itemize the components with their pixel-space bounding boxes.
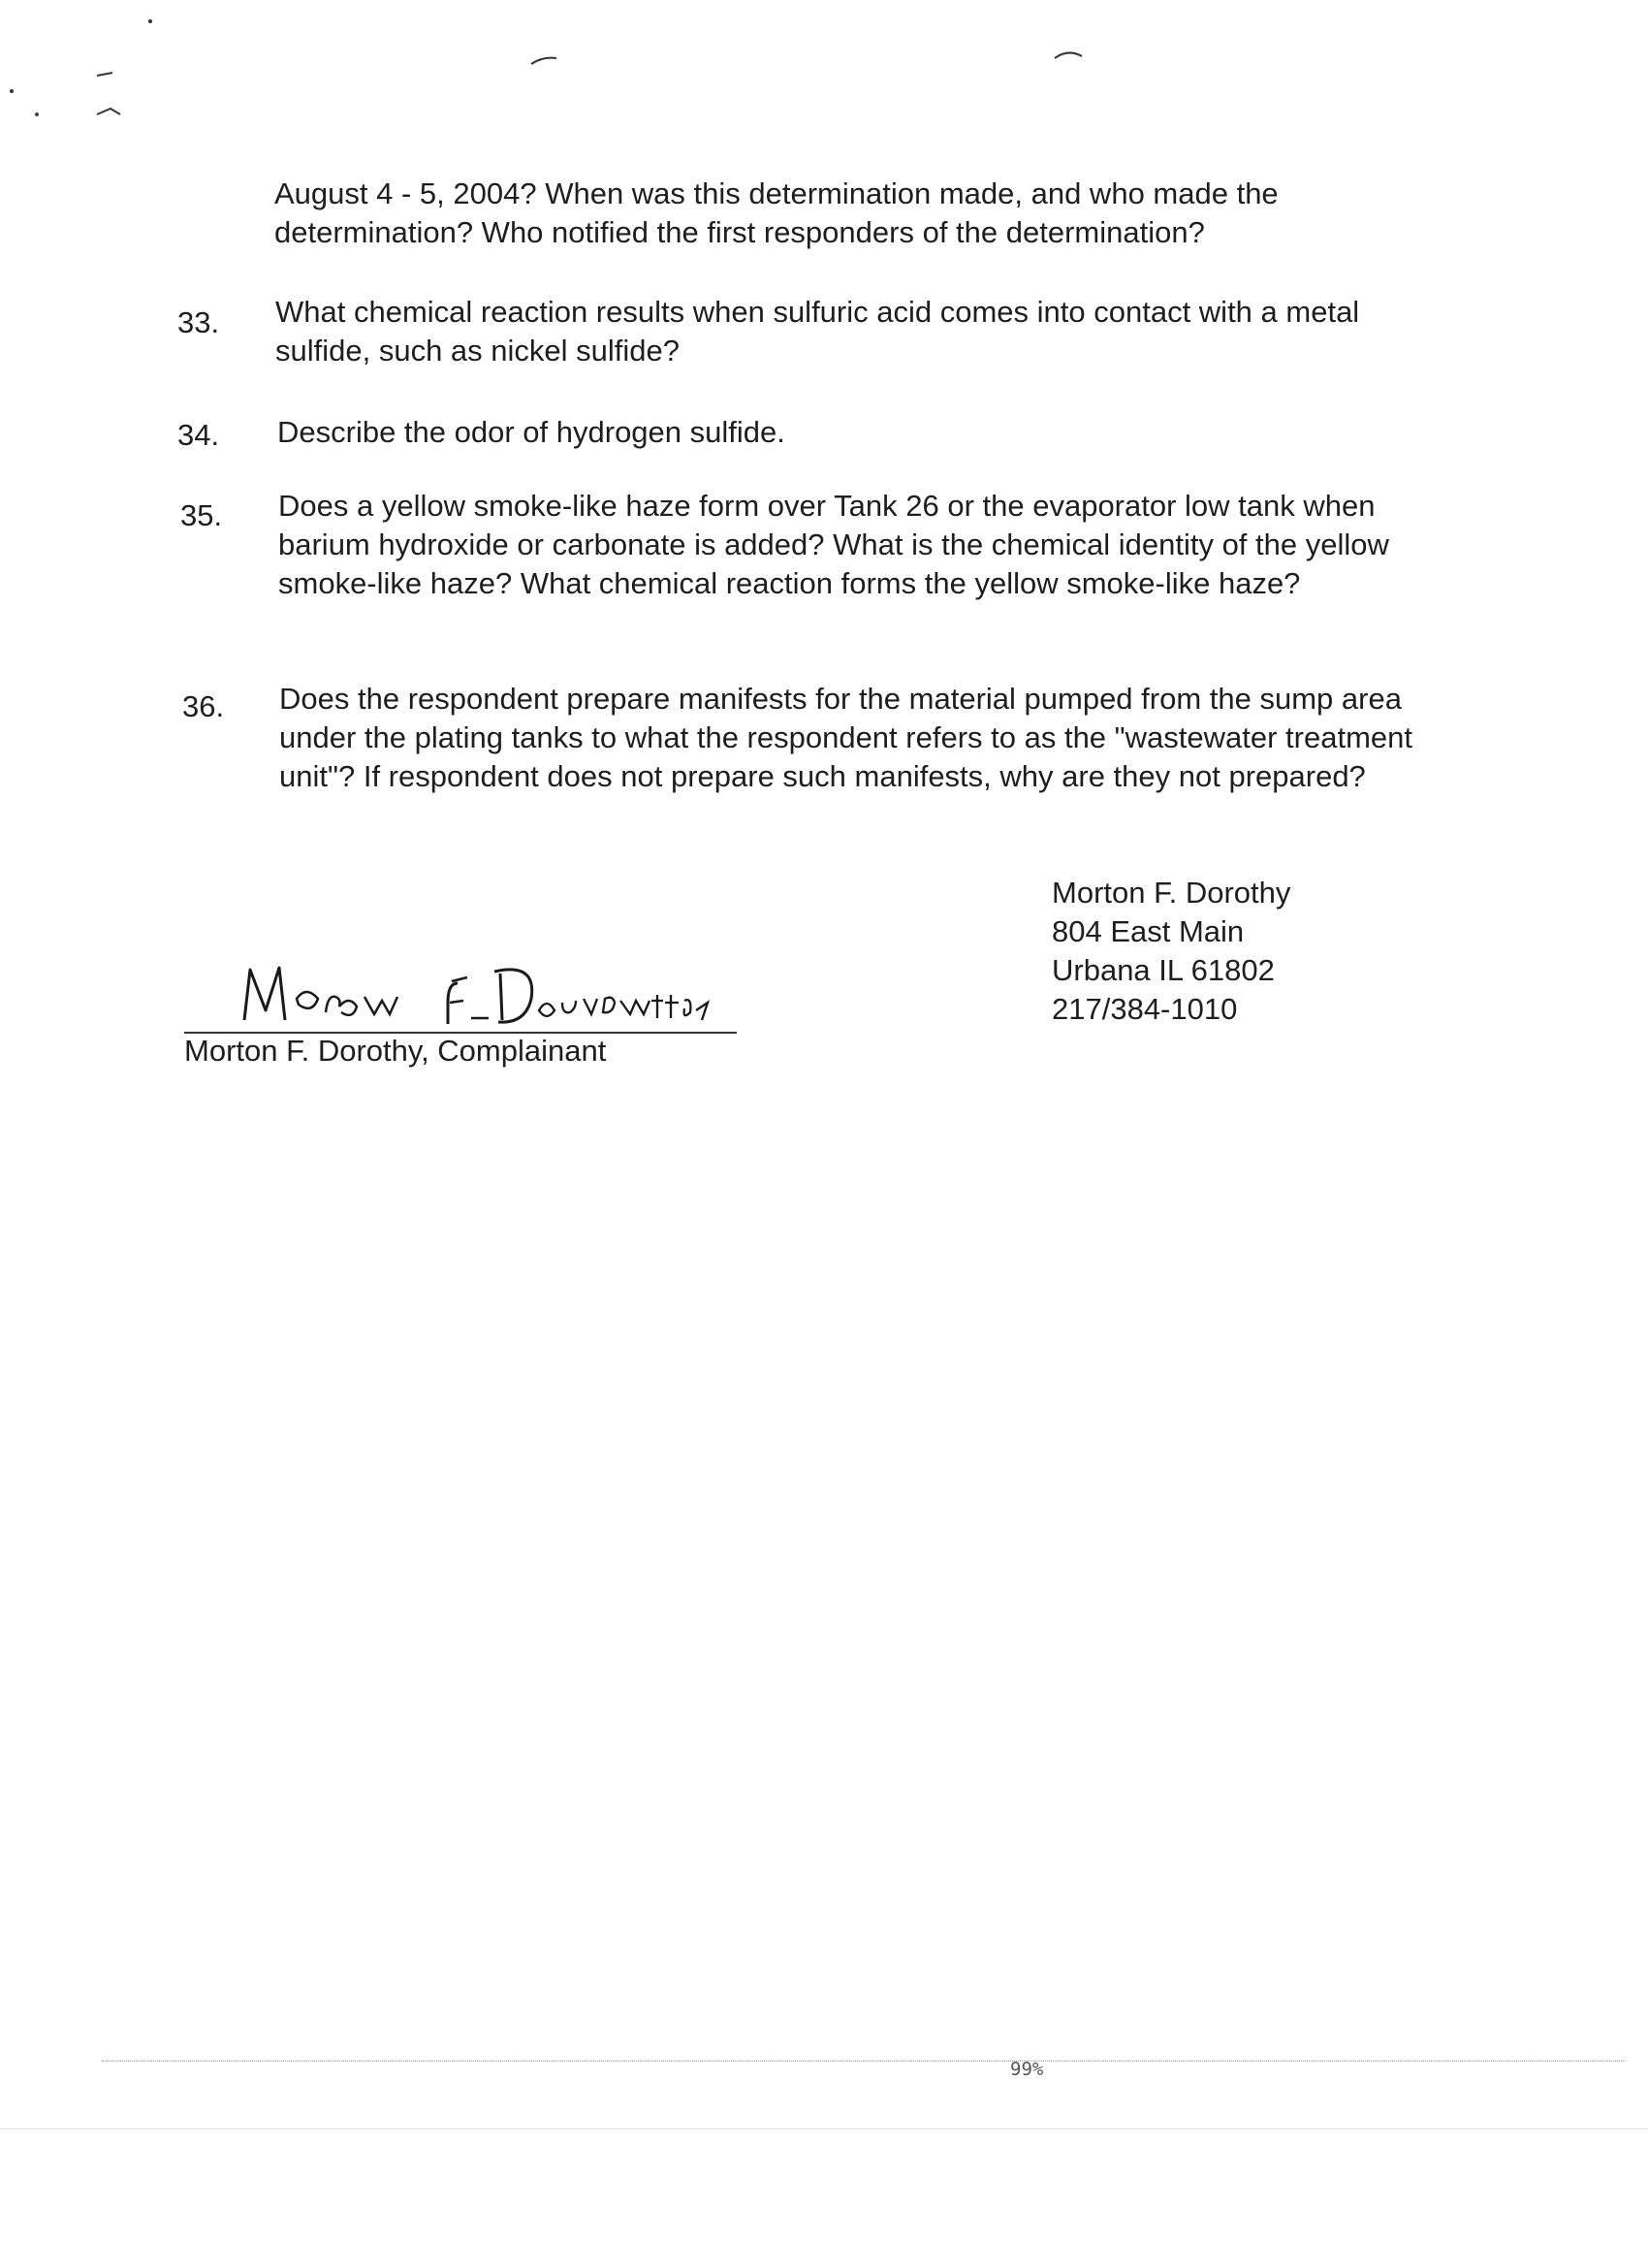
question-34-text: Describe the odor of hydrogen sulfide. [277,415,785,449]
address-street: 804 East Main [1052,914,1245,948]
zoom-indicator: 99% [1010,2059,1044,2080]
address-phone: 217/384-1010 [1052,992,1238,1026]
address-name: Morton F. Dorothy [1052,876,1291,910]
scan-edge-line [0,2128,1648,2129]
signature-caption: Morton F. Dorothy, Complainant [184,1034,607,1068]
scan-artifacts [0,0,1648,194]
question-34-number: 34. [177,418,220,452]
question-33-text: What chemical reaction results when sulfuric acid comes into contact with a metal sulfide, such as nickel sulfide? [275,295,1360,367]
question-36-number: 36. [182,689,225,723]
question-36-text: Does the respondent prepare manifests for the material pumped from the sump area under the plating tanks to what the respondent refers to as the "wastewater treatment unit"? If respondent does not prepare such manifests, why are they not prepared? [279,682,1413,793]
footer-divider [102,2060,1624,2061]
question-35-number: 35. [180,498,223,532]
address-block [1052,874,1290,1029]
question-35-text: Does a yellow smoke-like haze form over Tank 26 or the evaporator low tank when barium hydroxide or carbonate is added? What is the chemical identity of the yellow smoke-like haze? What chemical reaction forms the yellow smoke-like haze? [278,489,1389,600]
continuation-paragraph: August 4 - 5, 2004? When was this determination made, and who made the determination? Who notified the first responders of the determination? [274,176,1279,249]
question-33-number: 33. [177,305,220,339]
address-city: Urbana IL 61802 [1052,953,1275,987]
